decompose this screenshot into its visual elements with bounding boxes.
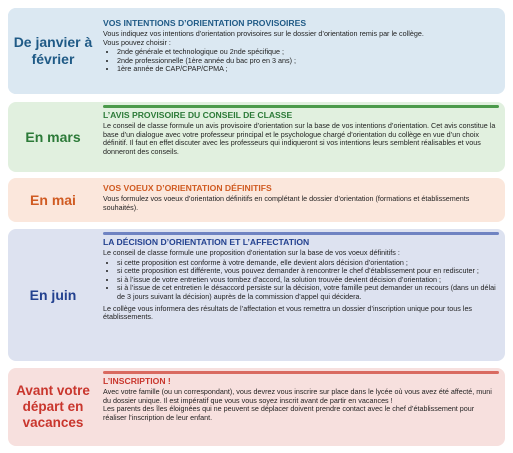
divider — [103, 105, 499, 108]
step-before-holidays — [8, 368, 505, 446]
list-item: • si cette proposition est conforme à votre demande, elle devient alors décision d’orientation ; — [117, 259, 499, 268]
decision-list — [103, 259, 499, 302]
step-paragraph: Le conseil de classe formule un avis provisoire d’orientation sur la base de vos intentions d’orientation. Cet avis constitue la base d’un dialogue avec votre professeur principal et le psychologue chargé d’orientation du collège en vue d’un choix définitif. Il faut en effet discuter avec les professeurs qui indiqueront si vos intentions leurs semblent réalisables et vous donneront des conseils. — [103, 121, 496, 156]
list-item: • 1ère année de CAP/CPAP/CPMA ; — [117, 65, 499, 74]
step-title: VOS VOEUX D’ORIENTATION DÉFINITIFS — [103, 183, 272, 193]
divider — [103, 232, 499, 235]
step-paragraph: Vous formulez vos voeux d’orientation définitifs en complétant le dossier d’orientation (formations et établissements souhaités). — [103, 194, 470, 212]
step-closing: Le collège vous informera des résultats de l’affectation et vous remettra un dossier d’inscription unique pour tous les établissements. — [103, 303, 473, 322]
choices-list — [103, 48, 499, 74]
list-item: • 2nde générale et technologique ou 2nde spécifique ; — [117, 48, 499, 57]
step-paragraph: Vous indiquez vos intentions d’orientation provisoires sur le dossier d’orientation remis par le collège. — [103, 29, 424, 38]
step-content — [103, 18, 499, 74]
step-title: L’AVIS PROVISOIRE DU CONSEIL DE CLASSE — [103, 110, 293, 120]
step-paragraph: Les parents des îles éloignées qui ne peuvent se déplacer doivent prendre contact avec le chef d’établissement pour réaliser l’inscription de leur enfant. — [103, 404, 475, 422]
step-content — [103, 237, 499, 322]
step-label: En mars — [25, 129, 81, 145]
step-content — [103, 110, 499, 156]
step-label: Avant votre départ en vacances — [16, 383, 90, 430]
step-content — [103, 183, 499, 212]
step-january-february — [8, 8, 505, 94]
divider — [103, 371, 499, 374]
step-title: LA DÉCISION D’ORIENTATION ET L’AFFECTATION — [103, 237, 310, 247]
step-may — [8, 178, 505, 222]
step-paragraph: Vous pouvez choisir : — [103, 37, 171, 47]
step-paragraph: Avec votre famille (ou un correspondant), vous devrez vous inscrire sur place dans le lycée où vous avez été affecté, muni du dossier unique. Il est impératif que vous vous soyez inscrit avant de partir en vacances ! — [103, 387, 492, 405]
step-paragraph: Le conseil de classe formule une proposition d’orientation sur la base de vos voeux définitifs : — [103, 248, 400, 257]
step-label: En juin — [29, 287, 77, 303]
list-item: • 2nde professionnelle (1ère année du bac pro en 3 ans) ; — [117, 57, 499, 66]
step-march — [8, 102, 505, 172]
step-title: L’INSCRIPTION ! — [103, 376, 171, 386]
list-item: • si à l’issue de votre entretien vous tombez d’accord, la solution trouvée devient décision d’orientation ; — [117, 276, 499, 285]
step-label: De janvier à février — [8, 8, 98, 94]
list-item: • si à l’issue de cet entretien le désaccord persiste sur la décision, votre famille peut demander un recours (dans un délai de 3 jours suivant la décision) auprès de la commission d’appel qui décidera. — [117, 284, 499, 301]
step-content — [103, 376, 499, 422]
step-june — [8, 229, 505, 361]
step-label: En mai — [30, 192, 76, 208]
step-title: VOS INTENTIONS D’ORIENTATION PROVISOIRES — [103, 18, 307, 28]
list-item: • si cette proposition est différente, vous pouvez demander à rencontrer le chef d’établissement pour en rediscuter ; — [117, 267, 499, 276]
